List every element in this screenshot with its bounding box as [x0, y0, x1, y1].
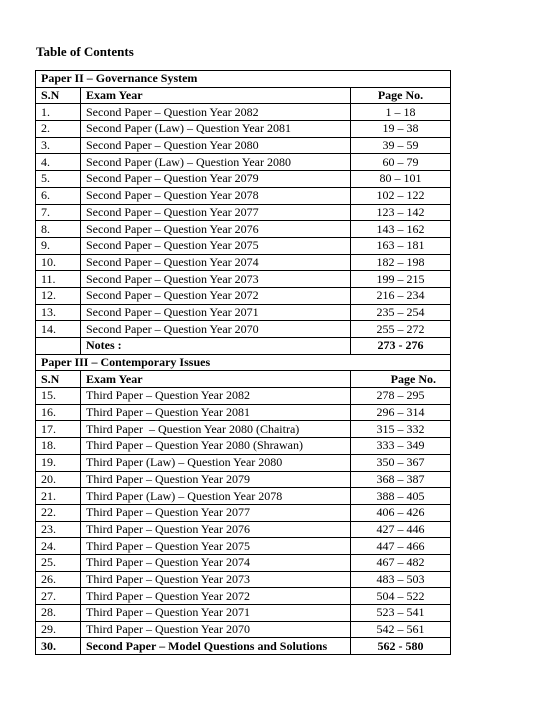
- row-sn: 25.: [36, 554, 81, 571]
- row-title: Second Paper – Question Year 2071: [81, 304, 351, 321]
- table-row: [36, 154, 451, 171]
- row-pages: 143 – 162: [351, 221, 451, 238]
- row-sn: 13.: [36, 304, 81, 321]
- row-pages: 427 – 446: [351, 521, 451, 538]
- row-title: Second Paper – Question Year 2072: [81, 287, 351, 304]
- row-title: Third Paper – Question Year 2074: [81, 554, 351, 571]
- row-pages: 255 – 272: [351, 321, 451, 338]
- row-pages: 278 – 295: [351, 388, 451, 405]
- table-row: [36, 454, 451, 471]
- table-row: [36, 621, 451, 638]
- table-row: [36, 187, 451, 204]
- row-sn: 18.: [36, 438, 81, 455]
- row-sn: 3.: [36, 137, 81, 154]
- table-row: [36, 254, 451, 271]
- column-header-exam-year: Exam Year: [81, 371, 351, 388]
- row-sn: 1.: [36, 104, 81, 121]
- row-title: Second Paper – Question Year 2082: [81, 104, 351, 121]
- notes-row: [36, 338, 451, 355]
- row-title: Third Paper (Law) – Question Year 2080: [81, 454, 351, 471]
- row-sn: 8.: [36, 221, 81, 238]
- row-title: Second Paper – Question Year 2080: [81, 137, 351, 154]
- row-title: Second Paper – Question Year 2073: [81, 271, 351, 288]
- table-row: [36, 304, 451, 321]
- table-row: [36, 287, 451, 304]
- row-pages: 102 – 122: [351, 187, 451, 204]
- row-sn: 10.: [36, 254, 81, 271]
- contents-table: [35, 70, 451, 655]
- column-header-exam-year: Exam Year: [81, 87, 351, 104]
- contents-table-body: [36, 71, 451, 655]
- row-pages: 467 – 482: [351, 554, 451, 571]
- row-title: Third Paper – Question Year 2076: [81, 521, 351, 538]
- row-sn: 7.: [36, 204, 81, 221]
- table-row: [36, 221, 451, 238]
- notes-label: Notes :: [81, 338, 351, 355]
- table-row: [36, 271, 451, 288]
- section-title: Paper II – Governance System: [36, 71, 451, 88]
- table-row: [36, 237, 451, 254]
- row-sn: 15.: [36, 388, 81, 405]
- table-row: [36, 404, 451, 421]
- row-sn: 29.: [36, 621, 81, 638]
- row-title: Second Paper (Law) – Question Year 2081: [81, 121, 351, 138]
- row-sn: 27.: [36, 588, 81, 605]
- row-title: Second Paper – Model Questions and Solutions: [81, 638, 351, 655]
- row-sn: 20.: [36, 471, 81, 488]
- row-pages: 199 – 215: [351, 271, 451, 288]
- row-pages: 39 – 59: [351, 137, 451, 154]
- row-pages: 504 – 522: [351, 588, 451, 605]
- table-row: [36, 104, 451, 121]
- row-sn: 6.: [36, 187, 81, 204]
- table-row: [36, 554, 451, 571]
- table-row: [36, 504, 451, 521]
- column-header-sn: S.N: [36, 371, 81, 388]
- table-row: [36, 571, 451, 588]
- row-sn: 2.: [36, 121, 81, 138]
- row-sn: 22.: [36, 504, 81, 521]
- row-title: Second Paper – Question Year 2078: [81, 187, 351, 204]
- table-row: [36, 471, 451, 488]
- row-pages: 523 – 541: [351, 605, 451, 622]
- row-title: Third Paper (Law) – Question Year 2078: [81, 488, 351, 505]
- row-sn: 28.: [36, 605, 81, 622]
- row-sn: 26.: [36, 571, 81, 588]
- row-pages: 542 – 561: [351, 621, 451, 638]
- row-sn: 30.: [36, 638, 81, 655]
- table-row: [36, 137, 451, 154]
- row-sn: [36, 338, 81, 355]
- row-sn: 21.: [36, 488, 81, 505]
- row-pages: 216 – 234: [351, 287, 451, 304]
- section-heading-paper-3: [36, 354, 451, 371]
- row-title: Second Paper – Question Year 2074: [81, 254, 351, 271]
- row-pages: 406 – 426: [351, 504, 451, 521]
- row-title: Second Paper – Question Year 2076: [81, 221, 351, 238]
- row-sn: 16.: [36, 404, 81, 421]
- row-title: Second Paper – Question Year 2070: [81, 321, 351, 338]
- row-pages: 388 – 405: [351, 488, 451, 505]
- notes-pages: 273 - 276: [351, 338, 451, 355]
- row-title: Third Paper – Question Year 2082: [81, 388, 351, 405]
- row-title: Third Paper – Question Year 2081: [81, 404, 351, 421]
- row-pages: 315 – 332: [351, 421, 451, 438]
- table-row: [36, 421, 451, 438]
- section-title: Paper III – Contemporary Issues: [36, 354, 451, 371]
- row-pages: 163 – 181: [351, 237, 451, 254]
- table-row: [36, 171, 451, 188]
- row-title: Third Paper – Question Year 2079: [81, 471, 351, 488]
- row-sn: 4.: [36, 154, 81, 171]
- row-title: Third Paper – Question Year 2071: [81, 605, 351, 622]
- row-title: Third Paper – Question Year 2077: [81, 504, 351, 521]
- page-title: Table of Contents: [36, 44, 134, 59]
- row-sn: 5.: [36, 171, 81, 188]
- table-row: [36, 521, 451, 538]
- row-pages: 123 – 142: [351, 204, 451, 221]
- column-header-page-no: Page No.: [351, 371, 451, 388]
- row-sn: 11.: [36, 271, 81, 288]
- row-pages: 80 – 101: [351, 171, 451, 188]
- table-row: [36, 538, 451, 555]
- table-row: [36, 204, 451, 221]
- column-header-row: [36, 371, 451, 388]
- row-title: Second Paper – Question Year 2077: [81, 204, 351, 221]
- row-pages: 483 – 503: [351, 571, 451, 588]
- row-pages: 562 - 580: [351, 638, 451, 655]
- row-sn: 24.: [36, 538, 81, 555]
- row-sn: 19.: [36, 454, 81, 471]
- row-title: Third Paper – Question Year 2080 (Shrawan): [81, 438, 351, 455]
- section-heading-paper-2: [36, 71, 451, 88]
- table-row: [36, 588, 451, 605]
- row-title: Second Paper – Question Year 2075: [81, 237, 351, 254]
- table-row: [36, 605, 451, 622]
- row-sn: 9.: [36, 237, 81, 254]
- row-sn: 14.: [36, 321, 81, 338]
- row-title: Third Paper – Question Year 2073: [81, 571, 351, 588]
- row-pages: 19 – 38: [351, 121, 451, 138]
- table-row: [36, 321, 451, 338]
- column-header-page-no: Page No.: [351, 87, 451, 104]
- row-pages: 235 – 254: [351, 304, 451, 321]
- table-row: [36, 121, 451, 138]
- row-sn: 23.: [36, 521, 81, 538]
- table-row: [36, 388, 451, 405]
- row-pages: 1 – 18: [351, 104, 451, 121]
- row-pages: 447 – 466: [351, 538, 451, 555]
- row-title: Second Paper (Law) – Question Year 2080: [81, 154, 351, 171]
- row-pages: 350 – 367: [351, 454, 451, 471]
- row-pages: 368 – 387: [351, 471, 451, 488]
- row-sn: 17.: [36, 421, 81, 438]
- row-title: Third Paper – Question Year 2075: [81, 538, 351, 555]
- row-sn: 12.: [36, 287, 81, 304]
- table-row: [36, 438, 451, 455]
- row-title: Third Paper – Question Year 2072: [81, 588, 351, 605]
- row-title: Second Paper – Question Year 2079: [81, 171, 351, 188]
- model-questions-row: [36, 638, 451, 655]
- row-pages: 296 – 314: [351, 404, 451, 421]
- row-title: Third Paper – Question Year 2080 (Chaitra): [81, 421, 351, 438]
- column-header-sn: S.N: [36, 87, 81, 104]
- row-pages: 182 – 198: [351, 254, 451, 271]
- column-header-row: [36, 87, 451, 104]
- table-row: [36, 488, 451, 505]
- row-title: Third Paper – Question Year 2070: [81, 621, 351, 638]
- row-pages: 333 – 349: [351, 438, 451, 455]
- row-pages: 60 – 79: [351, 154, 451, 171]
